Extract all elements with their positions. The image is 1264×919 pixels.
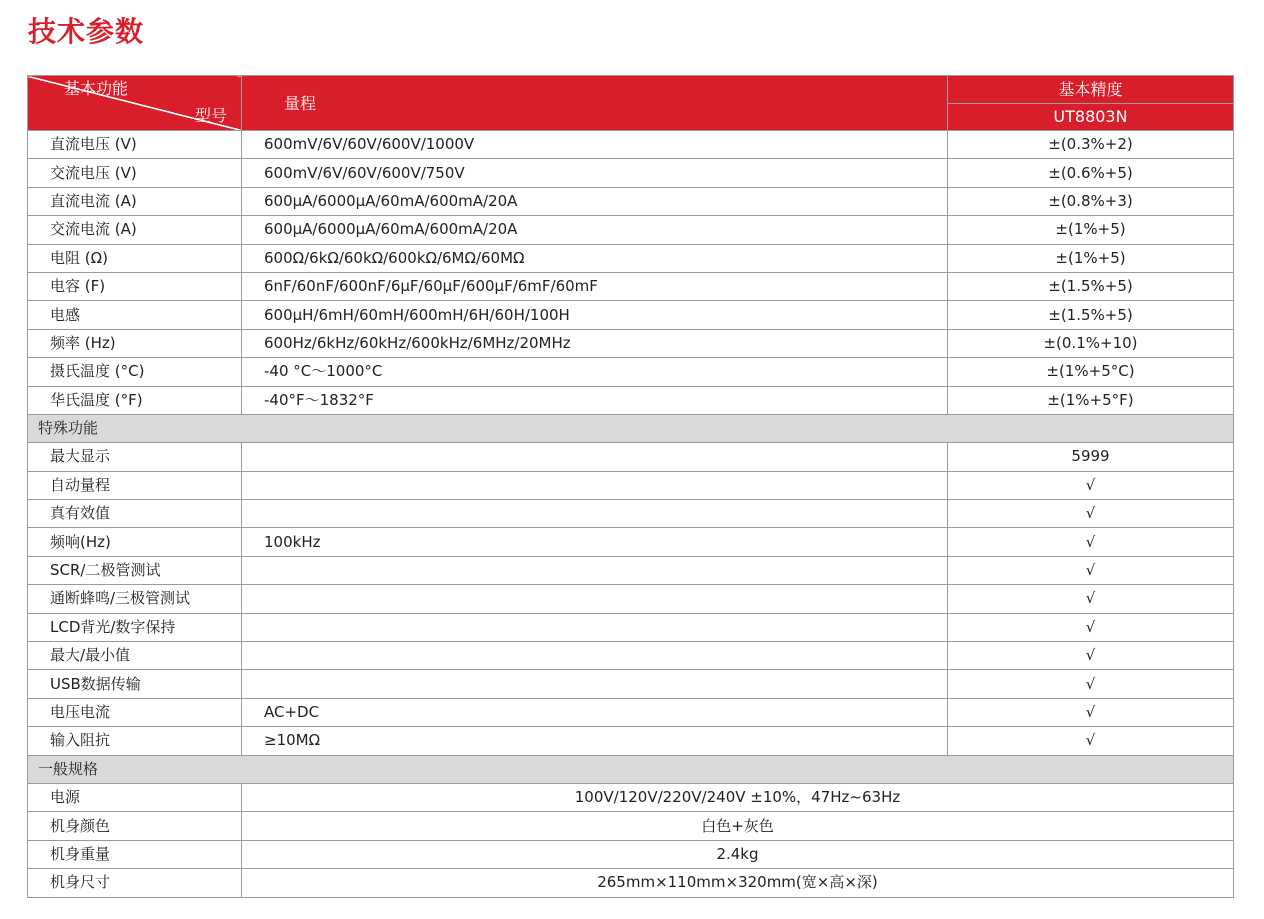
range-header: 量程 xyxy=(242,76,948,131)
general-section xyxy=(28,755,1234,783)
special-section xyxy=(28,414,1234,442)
precision-cell: ±(1.5%+5) xyxy=(948,301,1234,329)
precision-cell: 5999 xyxy=(948,443,1234,471)
diagonal-header-cell xyxy=(28,76,242,131)
table-row xyxy=(28,812,1234,840)
precision-cell: ±(1%+5) xyxy=(948,244,1234,272)
table-row xyxy=(28,670,1234,698)
spec-value-cell: 100V/120V/220V/240V ±10%，47Hz~63Hz xyxy=(242,783,1234,811)
special-function-rows xyxy=(28,443,1234,755)
range-cell xyxy=(242,585,948,613)
range-cell: 600μA/6000μA/60mA/600mA/20A xyxy=(242,187,948,215)
precision-cell: ±(1%+5°C) xyxy=(948,358,1234,386)
function-name-cell: 直流电压 (V) xyxy=(28,131,242,159)
model-header-label: 型号 xyxy=(194,106,227,125)
table-row xyxy=(28,556,1234,584)
function-name-cell: 真有效值 xyxy=(28,500,242,528)
spec-value-cell: 白色+灰色 xyxy=(242,812,1234,840)
table-row xyxy=(28,869,1234,897)
table-row xyxy=(28,585,1234,613)
table-row xyxy=(28,783,1234,811)
table-row xyxy=(28,443,1234,471)
header-row-1 xyxy=(28,76,1234,104)
range-cell: 600mV/6V/60V/600V/1000V xyxy=(242,131,948,159)
spec-value-cell: 2.4kg xyxy=(242,840,1234,868)
range-cell: 100kHz xyxy=(242,528,948,556)
table-row xyxy=(28,471,1234,499)
function-name-cell: 电容 (F) xyxy=(28,272,242,300)
range-cell xyxy=(242,670,948,698)
precision-cell: ±(1%+5) xyxy=(948,216,1234,244)
function-name-cell: 电压电流 xyxy=(28,698,242,726)
precision-cell: ±(1%+5°F) xyxy=(948,386,1234,414)
table-row xyxy=(28,698,1234,726)
function-header-label: 基本功能 xyxy=(64,79,129,98)
precision-header: 基本精度 xyxy=(948,76,1234,104)
precision-cell: √ xyxy=(948,585,1234,613)
function-name-cell: USB数据传输 xyxy=(28,670,242,698)
function-name-cell: 交流电流 (A) xyxy=(28,216,242,244)
spec-value-cell: 265mm×110mm×320mm(宽×高×深) xyxy=(242,869,1234,897)
range-cell: 600Ω/6kΩ/60kΩ/600kΩ/6MΩ/60MΩ xyxy=(242,244,948,272)
function-name-cell: 直流电流 (A) xyxy=(28,187,242,215)
section-row xyxy=(28,755,1234,783)
range-cell: 600mV/6V/60V/600V/750V xyxy=(242,159,948,187)
general-spec-rows xyxy=(28,783,1234,897)
precision-cell: √ xyxy=(948,642,1234,670)
precision-cell: √ xyxy=(948,670,1234,698)
table-row xyxy=(28,642,1234,670)
function-name-cell: 自动量程 xyxy=(28,471,242,499)
precision-cell: ±(0.8%+3) xyxy=(948,187,1234,215)
function-name-cell: 电阻 (Ω) xyxy=(28,244,242,272)
general-section-label: 一般规格 xyxy=(28,755,1234,783)
table-row xyxy=(28,159,1234,187)
table-row xyxy=(28,301,1234,329)
model-name-header: UT8803N xyxy=(948,103,1234,131)
table-row xyxy=(28,216,1234,244)
section-row xyxy=(28,414,1234,442)
function-name-cell: 交流电压 (V) xyxy=(28,159,242,187)
precision-cell: √ xyxy=(948,556,1234,584)
function-name-cell: 频响(Hz) xyxy=(28,528,242,556)
function-name-cell: LCD背光/数字保持 xyxy=(28,613,242,641)
range-cell xyxy=(242,500,948,528)
table-row xyxy=(28,386,1234,414)
spec-name-cell: 机身尺寸 xyxy=(28,869,242,897)
precision-cell: √ xyxy=(948,500,1234,528)
precision-cell: ±(0.6%+5) xyxy=(948,159,1234,187)
table-row xyxy=(28,528,1234,556)
function-name-cell: 最大/最小值 xyxy=(28,642,242,670)
page-title: 技术参数 xyxy=(28,15,145,48)
function-name-cell: 输入阻抗 xyxy=(28,727,242,755)
spec-name-cell: 机身重量 xyxy=(28,840,242,868)
table-row xyxy=(28,329,1234,357)
function-name-cell: 通断蜂鸣/三极管测试 xyxy=(28,585,242,613)
table-row xyxy=(28,613,1234,641)
table-row xyxy=(28,131,1234,159)
function-name-cell: 电感 xyxy=(28,301,242,329)
spec-name-cell: 机身颜色 xyxy=(28,812,242,840)
table-row xyxy=(28,358,1234,386)
range-cell: -40 °C～1000°C xyxy=(242,358,948,386)
function-name-cell: SCR/二极管测试 xyxy=(28,556,242,584)
precision-cell: √ xyxy=(948,528,1234,556)
function-name-cell: 华氏温度 (°F) xyxy=(28,386,242,414)
precision-cell: ±(1.5%+5) xyxy=(948,272,1234,300)
spec-name-cell: 电源 xyxy=(28,783,242,811)
range-cell: 6nF/60nF/600nF/6μF/60μF/600μF/6mF/60mF xyxy=(242,272,948,300)
function-name-cell: 频率 (Hz) xyxy=(28,329,242,357)
function-name-cell: 最大显示 xyxy=(28,443,242,471)
precision-cell: √ xyxy=(948,698,1234,726)
range-cell xyxy=(242,613,948,641)
range-cell: ≥10MΩ xyxy=(242,727,948,755)
range-cell xyxy=(242,556,948,584)
table-row xyxy=(28,187,1234,215)
precision-cell: √ xyxy=(948,613,1234,641)
range-cell xyxy=(242,471,948,499)
precision-cell: ±(0.3%+2) xyxy=(948,131,1234,159)
range-cell: 600μA/6000μA/60mA/600mA/20A xyxy=(242,216,948,244)
spec-table xyxy=(27,75,1234,898)
precision-cell: √ xyxy=(948,471,1234,499)
table-row xyxy=(28,244,1234,272)
range-cell: AC+DC xyxy=(242,698,948,726)
table-row xyxy=(28,500,1234,528)
range-cell: 600Hz/6kHz/60kHz/600kHz/6MHz/20MHz xyxy=(242,329,948,357)
table-row xyxy=(28,272,1234,300)
range-cell: 600μH/6mH/60mH/600mH/6H/60H/100H xyxy=(242,301,948,329)
table-row xyxy=(28,840,1234,868)
table-row xyxy=(28,727,1234,755)
range-cell: -40°F～1832°F xyxy=(242,386,948,414)
range-cell xyxy=(242,642,948,670)
precision-cell: ±(0.1%+10) xyxy=(948,329,1234,357)
range-cell xyxy=(242,443,948,471)
basic-function-rows xyxy=(28,131,1234,415)
function-name-cell: 摄氏温度 (°C) xyxy=(28,358,242,386)
precision-cell: √ xyxy=(948,727,1234,755)
special-section-label: 特殊功能 xyxy=(28,414,1234,442)
